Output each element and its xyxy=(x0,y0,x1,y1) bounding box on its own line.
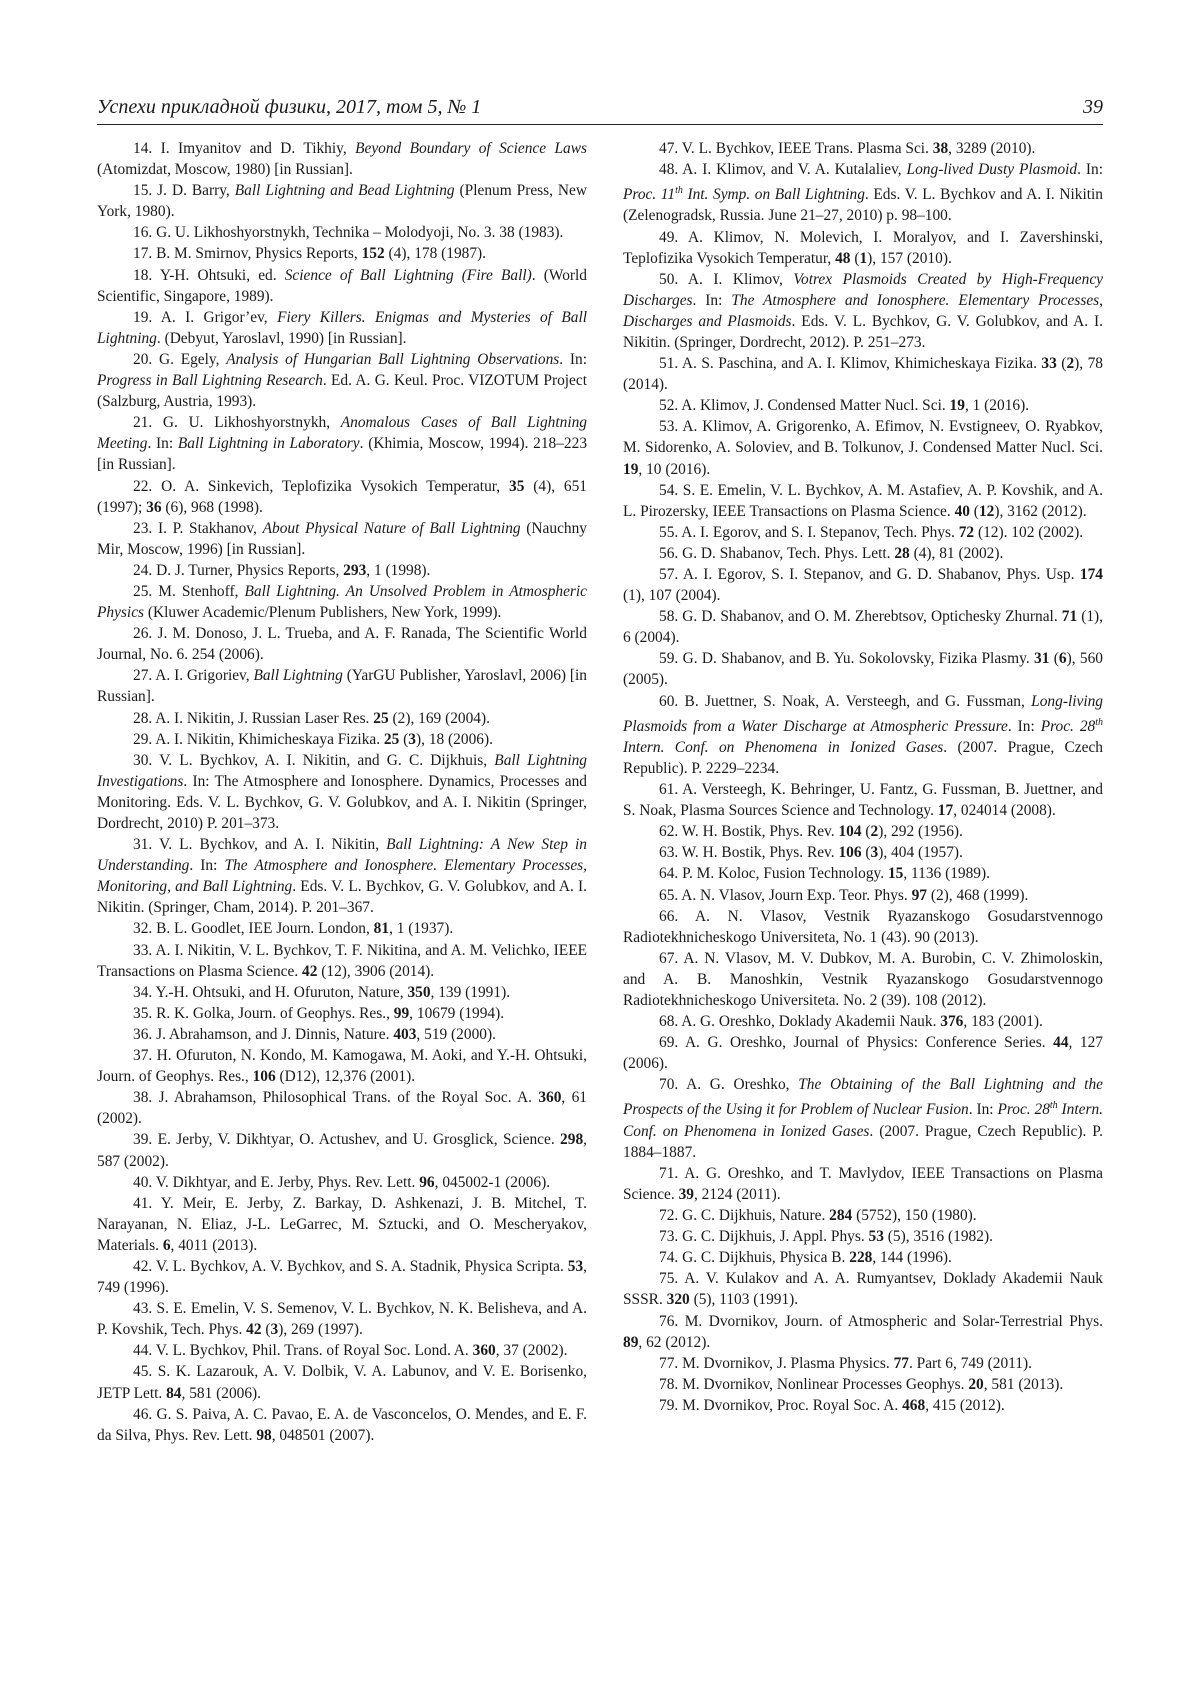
reference-entry: 65. A. N. Vlasov, Journ Exp. Teor. Phys. 97 (2), 468 (1999). xyxy=(659,886,1029,904)
reference-entry: 58. G. D. Shabanov, and O. M. Zherebtsov, Optichesky Zhurnal. 71 (1), 6 (2004). xyxy=(623,608,1103,647)
reference-entry: 74. G. C. Dijkhuis, Physica B. 228, 144 (1996). xyxy=(659,1249,952,1267)
reference-entry: 32. B. L. Goodlet, IEE Journ. London, 81, 1 (1937). xyxy=(133,920,454,938)
reference-entry: 49. A. Klimov, N. Molevich, I. Moralyov, and I. Zavershinski, Teplofizika Vysokich Temperatur, 48 (1), 157 (2010). xyxy=(623,228,1103,267)
journal-title: Успехи прикладной физики, 2017, том 5, № 1 xyxy=(97,96,482,118)
page-number: 39 xyxy=(1083,96,1103,118)
reference-entry: 25. M. Stenhoff, Ball Lightning. An Unsolved Problem in Atmospheric Physics (Kluwer Academic/Plenum Publishers, New York, 1999). xyxy=(97,582,588,622)
reference-entry: 47. V. L. Bychkov, IEEE Trans. Plasma Sci. 38, 3289 (2010). xyxy=(659,140,1036,157)
reference-entry: 51. A. S. Paschina, and A. I. Klimov, Khimicheskaya Fizika. 33 (2), 78 (2014). xyxy=(623,355,1103,394)
reference-entry: 16. G. U. Likhoshyorstnykh, Technika – Molodyoji, No. 3. 38 (1983). xyxy=(133,224,564,242)
reference-entry: 76. M. Dvornikov, Journ. of Atmospheric and Solar-Terrestrial Phys. 89, 62 (2012). xyxy=(623,1312,1103,1351)
reference-entry: 34. Y.-H. Ohtsuki, and H. Ofuruton, Nature, 350, 139 (1991). xyxy=(133,983,511,1001)
reference-entry: 20. G. Egely, Analysis of Hungarian Ball Lightning Observations. In: Progress in Ball Lightning Research. Ed. A. G. Keul. Proc. VIZOTUM Project (Salzburg, Austria, 1993). xyxy=(97,350,587,411)
reference-entry: 55. A. I. Egorov, and S. I. Stepanov, Tech. Phys. 72 (12). 102 (2002). xyxy=(659,523,1084,541)
reference-entry: 64. P. M. Koloc, Fusion Technology. 15, 1136 (1989). xyxy=(659,865,990,883)
reference-entry: 21. G. U. Likhoshyorstnykh, Anomalous Cases of Ball Lightning Meeting. In: Ball Lightning in Laboratory. (Khimia, Moscow, 1994). 218–223 [in Russian]. xyxy=(97,414,588,474)
reference-entry: 27. A. I. Grigoriev, Ball Lightning (YarGU Publisher, Yaroslavl, 2006) [in Russian]. xyxy=(97,667,587,706)
reference-entry: 37. H. Ofuruton, N. Kondo, M. Kamogawa, M. Aoki, and Y.-H. Ohtsuki, Journ. of Geophys. Res., 106 (D12), 12,376 (2001). xyxy=(97,1047,587,1086)
reference-entry: 30. V. L. Bychkov, A. I. Nikitin, and G. C. Dijkhuis, Ball Lightning Investigations. In: The Atmosphere and Ionosphere. Dynamics, Processes and Monitoring. Eds. V. L. Bychkov, G. V. Golubkov, and A. I. Nikitin (Springer, Dordrecht, 2010) P. 201–373. xyxy=(97,751,587,832)
reference-entry: 79. M. Dvornikov, Proc. Royal Soc. A. 468, 415 (2012). xyxy=(659,1396,1005,1414)
reference-entry: 69. A. G. Oreshko, Journal of Physics: Conference Series. 44, 127 (2006). xyxy=(623,1034,1104,1073)
reference-entry: 52. A. Klimov, J. Condensed Matter Nucl. Sci. 19, 1 (2016). xyxy=(659,397,1030,415)
reference-entry: 78. M. Dvornikov, Nonlinear Processes Geophys. 20, 581 (2013). xyxy=(659,1375,1064,1393)
reference-entry: 67. A. N. Vlasov, M. V. Dubkov, M. A. Burobin, C. V. Zhimoloskin, and A. B. Manoshkin, Vestnik Ryazanskogo Gosudarstvennogo Radiotekhnicheskogo Universiteta. No. 2 (39). 108 (2012). xyxy=(623,949,1103,1009)
reference-entry: 43. S. E. Emelin, V. S. Semenov, V. L. Bychkov, N. K. Belisheva, and A. P. Kovshik, Tech. Phys. 42 (3), 269 (1997). xyxy=(97,1300,587,1339)
reference-entry: 24. D. J. Turner, Physics Reports, 293, 1 (1998). xyxy=(133,561,431,579)
reference-entry: 26. J. M. Donoso, J. L. Trueba, and A. F. Ranada, The Scientific World Journal, No. 6. 254 (2006). xyxy=(97,625,587,664)
reference-entry: 50. A. I. Klimov, Votrex Plasmoids Created by High-Frequency Discharges. In: The Atmosphere and Ionosphere. Elementary Processes, Discharges and Plasmoids. Eds. V. L. Bychkov, G. V. Golubkov, and A. I. Nikitin. (Springer, Dordrecht, 2012). P. 251–273. xyxy=(623,270,1103,351)
reference-entry: 46. G. S. Paiva, A. C. Pavao, E. A. de Vasconcelos, O. Mendes, and E. F. da Silva, Phys. Rev. Lett. 98, 048501 (2007). xyxy=(97,1405,587,1444)
reference-entry: 71. A. G. Oreshko, and T. Mavlydov, IEEE Transactions on Plasma Science. 39, 2124 (2011). xyxy=(623,1164,1103,1203)
references-right-column xyxy=(623,138,1103,1416)
reference-entry: 36. J. Abrahamson, and J. Dinnis, Nature. 403, 519 (2000). xyxy=(133,1025,496,1043)
reference-entry: 33. A. I. Nikitin, V. L. Bychkov, T. F. Nikitina, and A. M. Velichko, IEEE Transactions on Plasma Science. 42 (12), 3906 (2014). xyxy=(97,941,587,980)
reference-entry: 18. Y-H. Ohtsuki, ed. Science of Ball Lightning (Fire Ball). (World Scientific, Singapore, 1989). xyxy=(97,266,587,305)
reference-entry: 40. V. Dikhtyar, and E. Jerby, Phys. Rev. Lett. 96, 045002-1 (2006). xyxy=(133,1173,551,1191)
reference-entry: 54. S. E. Emelin, V. L. Bychkov, A. M. Astafiev, A. P. Kovshik, and A. L. Pirozersky, IEEE Transactions on Plasma Science. 40 (12), 3162 (2012). xyxy=(623,481,1103,520)
reference-entry: 42. V. L. Bychkov, A. V. Bychkov, and S. A. Stadnik, Physica Scripta. 53, 749 (1996). xyxy=(97,1257,587,1297)
reference-entry: 73. G. C. Dijkhuis, J. Appl. Phys. 53 (5), 3516 (1982). xyxy=(659,1228,993,1246)
reference-entry: 22. O. A. Sinkevich, Teplofizika Vysokich Temperatur, 35 (4), 651 (1997); 36 (6), 968 (1998). xyxy=(97,477,587,516)
reference-entry: 70. A. G. Oreshko, The Obtaining of the Ball Lightning and the Prospects of the Using it for Problem of Nuclear Fusion. In: Proc. 28th Intern. Conf. on Phenomena in Ionized Gases. (2007. Prague, Czech Republic). P. 1884–1887. xyxy=(623,1076,1103,1161)
reference-entry: 31. V. L. Bychkov, and A. I. Nikitin, Ball Lightning: A New Step in Understanding. In: The Atmosphere and Ionosphere. Elementary Processes, Monitoring, and Ball Lightning. Eds. V. L. Bychkov, G. V. Golubkov, and A. I. Nikitin. (Springer, Cham, 2014). P. 201–367. xyxy=(97,836,587,917)
reference-entry: 60. B. Juettner, S. Noak, A. Versteegh, and G. Fussman, Long-living Plasmoids from a Water Discharge at Atmospheric Pressure. In: Proc. 28th Intern. Conf. on Phenomena in Ionized Gases. (2007. Prague, Czech Republic). P. 2229–2234. xyxy=(623,692,1104,777)
reference-entry: 75. A. V. Kulakov and A. A. Rumyantsev, Doklady Akademii Nauk SSSR. 320 (5), 1103 (1991). xyxy=(623,1270,1103,1309)
reference-entry: 56. G. D. Shabanov, Tech. Phys. Lett. 28 (4), 81 (2002). xyxy=(659,544,1004,562)
reference-entry: 19. A. I. Grigor’ev, Fiery Killers. Enigmas and Mysteries of Ball Lightning. (Debyut, Yaroslavl, 1990) [in Russian]. xyxy=(97,308,587,347)
reference-entry: 72. G. C. Dijkhuis, Nature. 284 (5752), 150 (1980). xyxy=(659,1207,977,1225)
reference-entry: 45. S. K. Lazarouk, A. V. Dolbik, V. A. Labunov, and V. E. Borisenko, JETP Lett. 84, 581 (2006). xyxy=(97,1363,587,1402)
reference-entry: 28. A. I. Nikitin, J. Russian Laser Res. 25 (2), 169 (2004). xyxy=(133,709,490,727)
reference-entry: 53. A. Klimov, A. Grigorenko, A. Efimov, N. Evstigneev, O. Ryabkov, M. Sidorenko, A. Soloviev, and B. Tolkunov, J. Condensed Matter Nucl. Sci. 19, 10 (2016). xyxy=(623,418,1103,478)
reference-entry: 77. M. Dvornikov, J. Plasma Physics. 77. Part 6, 749 (2011). xyxy=(659,1354,1032,1372)
reference-entry: 57. A. I. Egorov, S. I. Stepanov, and G. D. Shabanov, Phys. Usp. 174 (1), 107 (2004). xyxy=(623,566,1103,605)
reference-entry: 14. I. Imyanitov and D. Tikhiy, Beyond Boundary of Science Laws (Atomizdat, Moscow, 1980) [in Russian]. xyxy=(97,140,587,179)
reference-entry: 17. B. M. Smirnov, Physics Reports, 152 (4), 178 (1987). xyxy=(133,245,487,263)
reference-entry: 29. A. I. Nikitin, Khimicheskaya Fizika. 25 (3), 18 (2006). xyxy=(133,730,493,748)
reference-entry: 39. E. Jerby, V. Dikhtyar, O. Actushev, and U. Grosglick, Science. 298, 587 (2002). xyxy=(97,1131,587,1170)
reference-entry: 48. A. I. Klimov, and V. A. Kutalaliev, Long-lived Dusty Plasmoid. In: Proc. 11th Int. Symp. on Ball Lightning. Eds. V. L. Bychkov and A. I. Nikitin (Zelenogradsk, Russia. June 21–27, 2010) p. 98–100. xyxy=(623,161,1104,225)
running-header xyxy=(97,92,1103,125)
reference-entry: 35. R. K. Golka, Journ. of Geophys. Res., 99, 10679 (1994). xyxy=(133,1004,505,1022)
reference-entry: 68. A. G. Oreshko, Doklady Akademii Nauk. 376, 183 (2001). xyxy=(659,1013,1043,1031)
reference-entry: 44. V. L. Bychkov, Phil. Trans. of Royal Soc. Lond. A. 360, 37 (2002). xyxy=(133,1342,568,1360)
reference-entry: 59. G. D. Shabanov, and B. Yu. Sokolovsky, Fizika Plasmy. 31 (6), 560 (2005). xyxy=(623,650,1103,689)
reference-entry: 62. W. H. Bostik, Phys. Rev. 104 (2), 292 (1956). xyxy=(659,823,963,841)
reference-entry: 38. J. Abrahamson, Philosophical Trans. of the Royal Soc. A. 360, 61 (2002). xyxy=(97,1089,587,1128)
reference-entry: 66. A. N. Vlasov, Vestnik Ryazanskogo Gosudarstvennogo Radiotekhnicheskogo Universiteta, No. 1 (43). 90 (2013). xyxy=(623,907,1103,946)
reference-entry: 41. Y. Meir, E. Jerby, Z. Barkay, D. Ashkenazi, J. B. Mitchel, T. Narayanan, N. Eliaz, J-L. LeGarrec, M. Sztucki, and O. Mescheryakov, Materials. 6, 4011 (2013). xyxy=(97,1194,587,1254)
reference-entry: 61. A. Versteegh, K. Behringer, U. Fantz, G. Fussman, B. Juettner, and S. Noak, Plasma Sources Science and Technology. 17, 024014 (2008). xyxy=(623,781,1103,820)
reference-entry: 23. I. P. Stakhanov, About Physical Nature of Ball Lightning (Nauchny Mir, Moscow, 1996) [in Russian]. xyxy=(97,519,587,558)
reference-entry: 63. W. H. Bostik, Phys. Rev. 106 (3), 404 (1957). xyxy=(659,844,963,862)
references-left-column xyxy=(97,138,587,1446)
reference-entry: 15. J. D. Barry, Ball Lightning and Bead Lightning (Plenum Press, New York, 1980). xyxy=(97,182,587,221)
